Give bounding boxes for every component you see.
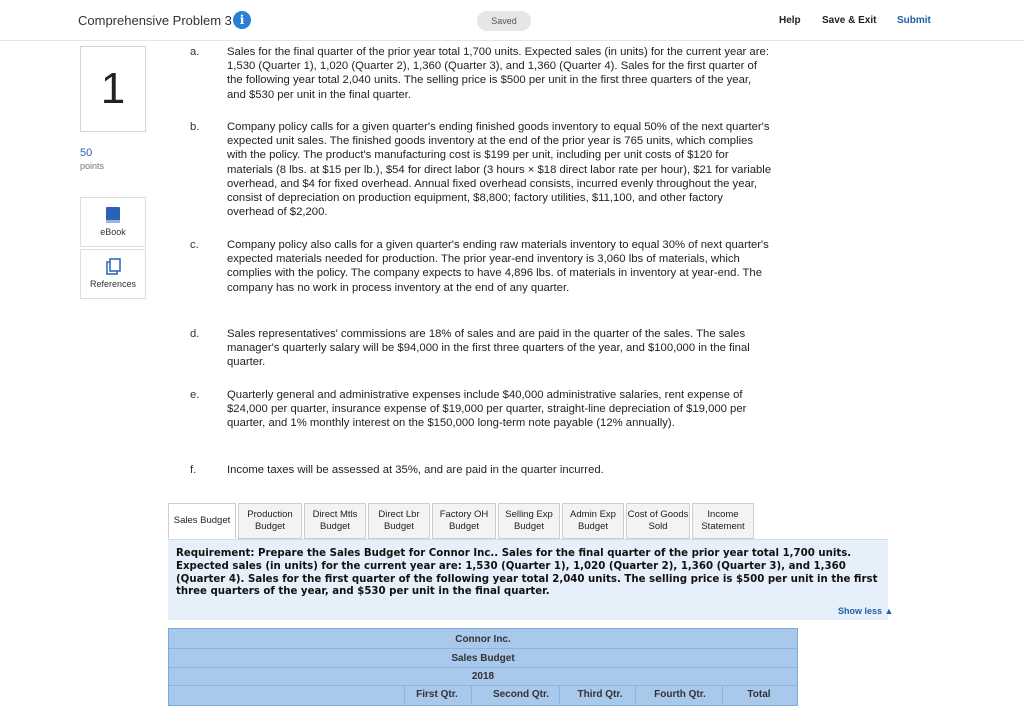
tab-factory-oh-budget[interactable]: Factory OH Budget: [432, 503, 496, 539]
saved-status-badge: Saved: [477, 11, 531, 31]
question-number: 1: [80, 46, 146, 132]
tab-admin-exp-budget[interactable]: Admin Exp Budget: [562, 503, 624, 539]
item-text: Quarterly general and administrative expenses include $40,000 administrative salaries, rent expense of $24,000 per quarter, insurance expense of $19,000 per quarter, straight-line depreciation of $19,000 per quarter, and 1% monthly interest on the $150,000 long-term note payable (12% annually).: [227, 389, 747, 430]
item-text: Sales representatives' commissions are 18% of sales and are paid in the quarter of the sales. The sales manager's quarterly salary will be $94,000 in the first three quarters of the year, and $100,000 in the final quarter.: [227, 328, 750, 369]
references-label: References: [89, 279, 137, 289]
references-button[interactable]: [80, 249, 146, 299]
requirement-text: Requirement: Prepare the Sales Budget for Connor Inc.. Sales for the final quarter of the prior year total 1,700 units. Expected sales (in units) for the current year are: 1,530 (Quarter 1), 1,020 (Quarter 2), 1,360 (Quarter 3), and 1,360 (Quarter 4). Sales for the first quarter of the following year total 2,040 units. The selling price is $500 per unit in the first three quarters of the year, and $530 per unit in the final quarter.: [176, 548, 878, 598]
item-text: Company policy also calls for a given quarter's ending raw materials inventory to equal 30% of next quarter's expected materials needed for production. The prior year-end inventory is 3,060 lbs of materials, which complies with the policy. The company expects to have 4,896 lbs. of materials in inventory at year-end. The company has no work in process inventory at the end of any quarter.: [227, 239, 769, 294]
tab-production-budget[interactable]: Production Budget: [238, 503, 302, 539]
tab-direct-mtls-budget[interactable]: Direct Mtls Budget: [304, 503, 366, 539]
ebook-button[interactable]: [80, 197, 146, 247]
top-bar: [0, 0, 1024, 41]
budget-title: Sales Budget: [451, 653, 515, 664]
column-header-fourth-qtr: Fourth Qtr.: [654, 689, 706, 700]
tab-cost-of-goods-sold[interactable]: Cost of Goods Sold: [626, 503, 690, 539]
item-text: Income taxes will be assessed at 35%, and are paid in the quarter incurred.: [227, 464, 604, 476]
column-header-total: Total: [747, 689, 771, 700]
book-icon: [105, 206, 121, 224]
item-letter: d.: [190, 328, 200, 340]
assignment-title: Comprehensive Problem 3: [78, 13, 232, 28]
divider: [169, 667, 797, 668]
item-letter: f.: [190, 464, 197, 476]
show-less-link[interactable]: Show less ▲: [838, 606, 894, 616]
points-label: points: [80, 161, 105, 171]
help-link[interactable]: Help: [779, 15, 801, 26]
ebook-label: eBook: [100, 227, 126, 237]
item-letter: a.: [190, 46, 200, 58]
item-letter: c.: [190, 239, 199, 251]
column-header-second-qtr: Second Qtr.: [492, 689, 550, 700]
submit-link[interactable]: Submit: [897, 15, 931, 26]
requirement-panel: [168, 539, 888, 620]
tab-sales-budget[interactable]: Sales Budget: [168, 503, 236, 539]
tab-income-statement[interactable]: Income Statement: [692, 503, 754, 539]
budget-year: 2018: [471, 671, 495, 682]
save-exit-link[interactable]: Save & Exit: [822, 15, 877, 26]
column-header-third-qtr: Third Qtr.: [577, 689, 623, 700]
divider: [169, 685, 797, 686]
references-icon: [105, 258, 121, 276]
item-text: Sales for the final quarter of the prior year total 1,700 units. Expected sales (in units) for the current year are: 1,530 (Quarter 1), 1,020 (Quarter 2), 1,360 (Quarter 3), and 1,360 (Quarter 4). Sales for the first quarter of the following year total 2,040 units. The selling price is $500 per unit in the first three quarters of the year, and $530 per unit in the final quarter.: [227, 46, 769, 101]
sales-budget-table: [168, 628, 798, 706]
item-letter: e.: [190, 389, 200, 401]
column-header-first-qtr: First Qtr.: [416, 689, 458, 700]
divider: [169, 648, 797, 649]
points-value: 50: [80, 147, 93, 159]
company-name: Connor Inc.: [455, 634, 511, 645]
tab-selling-exp-budget[interactable]: Selling Exp Budget: [498, 503, 560, 539]
tab-direct-lbr-budget[interactable]: Direct Lbr Budget: [368, 503, 430, 539]
item-letter: b.: [190, 121, 200, 133]
info-icon[interactable]: i: [233, 11, 251, 29]
item-text: Company policy calls for a given quarter's ending finished goods inventory to equal 50% of the next quarter's expected unit sales. The finished goods inventory at the end of the prior year is 765 units, which complies with the policy. The product's manufacturing cost is $199 per unit, including per unit costs of $120 for materials (8 lbs. at $15 per lb.), $54 for direct labor (3 hours × $18 direct labor rate per hour), $21 for variable overhead, and $4 for fixed overhead. Annual fixed overhead consists, incurred evenly throughout the year, consist of depreciation on production equipment, $8,800; factory utilities, $11,100, and other factory overhead of $2,200.: [227, 121, 772, 219]
